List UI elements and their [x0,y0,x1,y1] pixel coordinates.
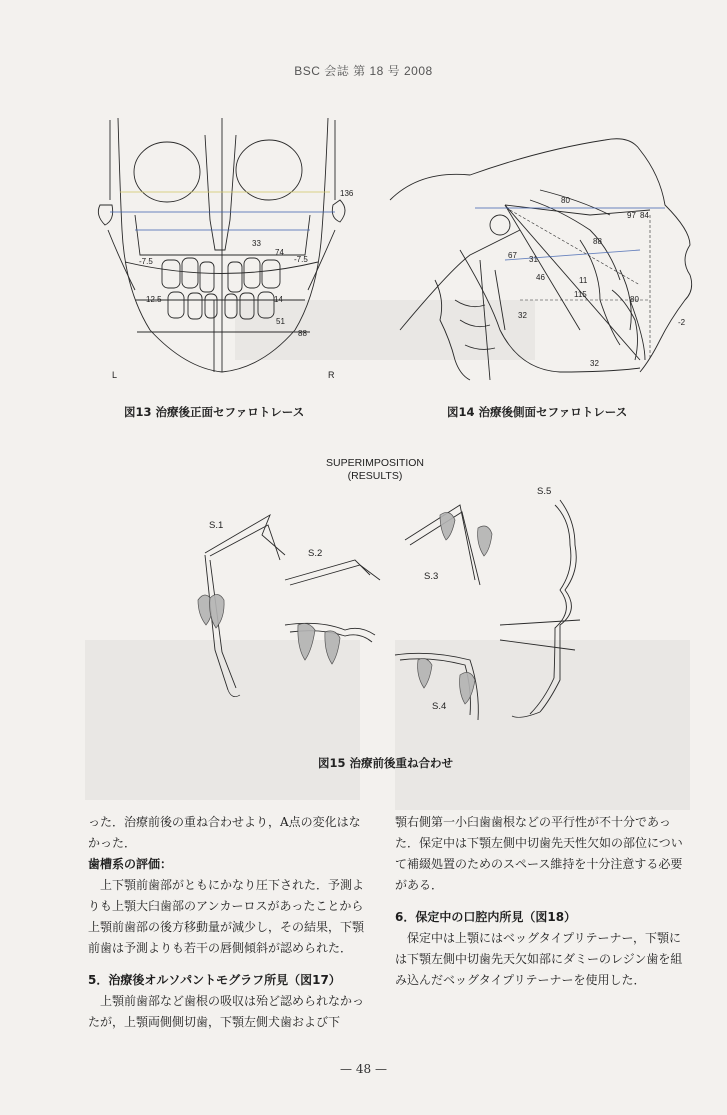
frontal-measure-left-7.5: -7.5 [139,257,153,266]
superimposition-label-s4: S.4 [432,701,447,712]
frontal-measure-136: 136 [340,189,354,198]
left-paragraph-3: 上顎前歯部など歯根の吸収は殆ど認められなかったが，上顎両側側切歯，下顎左側犬歯および下 [88,994,365,1029]
figure13-caption: 図13 治療後正面セファロトレース [124,405,305,419]
lateral-measure-11: 11 [579,276,588,285]
right-text-column [395,812,687,991]
superimposition-label-s2: S.2 [308,548,323,559]
lateral-measure-67: 67 [508,251,517,260]
lateral-measure-97: 97 [627,211,636,220]
lateral-measure-minus2: -2 [678,318,686,327]
superimposition-label-s3: S.3 [424,571,439,582]
right-paragraph-1: 顎右側第一小臼歯歯根などの平行性が不十分であった．保定中は下顎左側中切歯先天性欠如の部位について補綴処置のためのスペース維持を十分注意する必要がある． [395,815,683,892]
frontal-measure-88: 88 [298,329,307,338]
left-paragraph-2: 上下顎前歯部がともにかなり圧下された．予測よりも上顎大臼歯部のアンカーロスがあったことから上顎前歯部の後方移動量が減少し，その結果，下顎前歯は予測よりも若干の唇側傾斜が認められた． [88,878,365,955]
left-paragraph-1: った．治療前後の重ね合わせより，A点の変化はなかった． [88,815,361,850]
superimposition-title-line1: SUPERIMPOSITION [325,457,424,469]
frontal-side-right: R [328,370,335,380]
frontal-side-left: L [112,370,118,380]
alveolar-evaluation-heading: 歯槽系の評価： [88,857,173,871]
lateral-measure-80-lower: 80 [630,295,639,304]
frontal-measure-right-7.5: -7.5 [294,255,308,264]
lateral-measure-31: 31 [529,255,538,264]
section5-heading: 5．治療後オルソパントモグラフ所見（図17） [88,973,341,987]
frontal-measure-12.5: 12.5 [146,295,162,304]
superimposition-label-s1: S.1 [209,520,224,531]
lateral-measure-84: 84 [640,211,649,220]
running-header: BSC 会誌 第 18 号 2008 [294,64,433,78]
lateral-measure-32-bottom: 32 [590,359,599,368]
frontal-measure-14: 14 [274,295,283,304]
superimposition-label-s5: S.5 [537,486,552,497]
figure15-caption: 図15 治療前後重ね合わせ [318,756,454,770]
page-number: — 48 — [340,1062,387,1076]
lateral-measure-115: 115 [574,290,587,299]
lateral-measure-46: 46 [536,273,545,282]
frontal-measure-33: 33 [252,239,261,248]
left-text-column [88,812,368,1033]
frontal-measure-74: 74 [275,248,284,257]
frontal-measure-51: 51 [276,317,285,326]
right-paragraph-2: 保定中は上顎にはベッグタイプリテーナー，下顎には下顎左側中切歯先天欠如部にダミーのレジン歯を組み込んだベッグタイプリテーナーを使用した． [395,931,683,987]
superimposition-title-line2: (RESULTS) [347,470,403,482]
lateral-measure-32-left: 32 [518,311,527,320]
lateral-measure-88: 88 [593,237,602,246]
figure14-caption: 図14 治療後側面セファロトレース [447,405,628,419]
lateral-measure-80-upper: 80 [561,196,570,205]
section6-heading: 6．保定中の口腔内所見（図18） [395,910,577,924]
